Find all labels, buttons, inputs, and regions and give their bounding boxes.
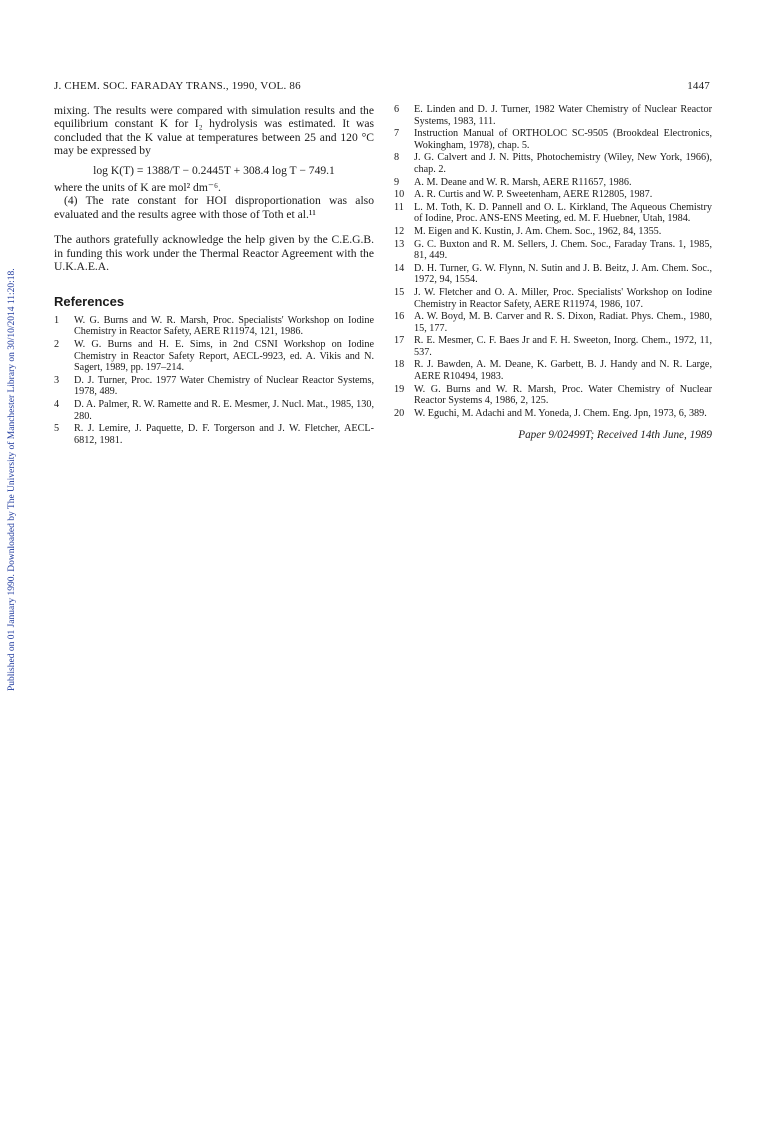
reference-item: 7 Instruction Manual of ORTHOLOC SC-9505 (Brookdeal Electronics, Wokingham, 1978), chap. 5. (394, 128, 712, 151)
reference-item: 19 W. G. Burns and W. R. Marsh, Proc. Water Chemistry of Nuclear Reactor Systems 4, 1986, 2, 125. (394, 383, 712, 407)
reference-item: 20 W. Eguchi, M. Adachi and M. Yoneda, J. Chem. Eng. Jpn, 1973, 6, 389. (394, 407, 707, 419)
reference-item: 5 R. J. Lemire, J. Paquette, D. F. Torgerson and J. W. Fletcher, AECL-6812, 1981. (54, 423, 374, 446)
references-heading: References (54, 294, 125, 310)
reference-item: 6 E. Linden and D. J. Turner, 1982 Water Chemistry of Nuclear Reactor Systems, 1983, 111. (394, 104, 712, 127)
reference-item: 14 D. H. Turner, G. W. Flynn, N. Sutin and J. B. Beitz, J. Am. Chem. Soc., 1972, 94, 1554. (394, 262, 712, 286)
reference-item: 13 G. C. Buxton and R. M. Sellers, J. Chem. Soc., Faraday Trans. 1, 1985, 81, 449. (394, 238, 712, 262)
paper-received: Paper 9/02499T; Received 14th June, 1989 (518, 429, 712, 442)
reference-list (394, 104, 712, 419)
journal-citation: J. CHEM. SOC. FARADAY TRANS., 1990, VOL. 86 (54, 80, 301, 92)
body-paragraph: mixing. The results were compared with simulation results and the equilibrium constant K for I₂ hydrolysis was estimated. It was concluded that the K value at temperatures between 25 and 120 °C may be expressed by (54, 104, 374, 158)
reference-item: 3 D. J. Turner, Proc. 1977 Water Chemistry of Nuclear Reactor Systems, 1978, 489. (54, 374, 374, 398)
reference-item: 18 R. J. Bawden, A. M. Deane, K. Garbett, B. J. Handy and N. R. Large, AERE R10494, 1983. (394, 359, 712, 383)
acknowledgement: The authors gratefully acknowledge the help given by the C.E.G.B. in funding this work under the Thermal Reactor Agreement with the U.K.A.E.A. (54, 233, 374, 274)
reference-item: 12 M. Eigen and K. Kustin, J. Am. Chem. Soc., 1962, 84, 1355. (394, 225, 662, 237)
reference-item: 9 A. M. Deane and W. R. Marsh, AERE R11657, 1986. (394, 176, 632, 188)
right-column (394, 104, 712, 443)
reference-item: 16 A. W. Boyd, M. B. Carver and R. S. Dixon, Radiat. Phys. Chem., 1980, 15, 177. (394, 311, 712, 334)
left-column (54, 104, 374, 447)
page-header (54, 80, 710, 94)
reference-item: 4 D. A. Palmer, R. W. Ramette and R. E. Mesmer, J. Nucl. Mat., 1985, 130, 280. (54, 399, 374, 422)
reference-item: 17 R. E. Mesmer, C. F. Baes Jr and F. H. Sweeton, Inorg. Chem., 1972, 11, 537. (394, 335, 712, 358)
equation: log K(T) = 1388/T − 0.2445T + 308.4 log T − 749.1 (93, 163, 335, 177)
download-notice (4, 258, 22, 691)
reference-item: 8 J. G. Calvert and J. N. Pitts, Photochemistry (Wiley, New York, 1966), chap. 2. (394, 152, 712, 175)
page-number: 1447 (687, 80, 710, 92)
reference-item: 11 L. M. Toth, K. D. Pannell and O. L. Kirkland, The Aqueous Chemistry of Iodine, Proc. ANS-ENS Meeting, ed. M. F. Huebner, Utah, 1984. (394, 201, 712, 225)
reference-item: 15 J. W. Fletcher and O. A. Miller, Proc. Specialists' Workshop on Iodine Chemistry in Reactor Safety, AERE R11974, 1986, 107. (394, 286, 712, 310)
body-paragraph: where the units of K are mol² dm⁻⁶. (54, 181, 221, 195)
reference-item: 1 W. G. Burns and W. R. Marsh, Proc. Specialists' Workshop on Iodine Chemistry in Reactor Safety, AERE R11974, 121, 1986. (54, 314, 374, 338)
body-paragraph: (4) The rate constant for HOI disproportionation was also evaluated and the results agree with those of Toth et al.¹¹ (54, 194, 374, 221)
download-notice-text[interactable]: Published on 01 January 1990. Downloaded by The University of Manchester Library on 30/10/2014 11:20:18. (7, 268, 17, 691)
reference-item: 2 W. G. Burns and H. E. Sims, in 2nd CSNI Workshop on Iodine Chemistry in Reactor Safety Report, AECL-9923, ed. A. Vikis and N. Sagert, 1989, pp. 197–214. (54, 339, 374, 374)
reference-item: 10 A. R. Curtis and W. P. Sweetenham, AERE R12805, 1987. (394, 189, 653, 201)
reference-list (54, 315, 374, 447)
